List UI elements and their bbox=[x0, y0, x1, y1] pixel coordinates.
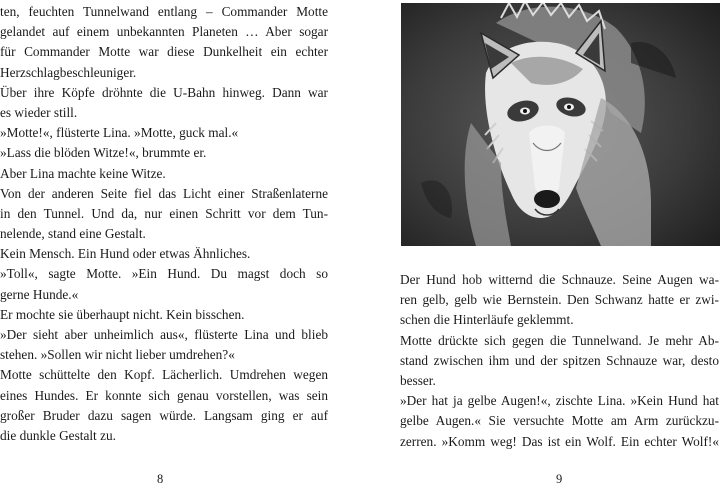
text-line: schen die Hinterläufe geklemmt. bbox=[400, 312, 574, 328]
page-number-right: 9 bbox=[556, 472, 563, 486]
text-line: zerren. »Komm weg! Das ist ein Wolf. Ein echter Wolf!« bbox=[400, 433, 719, 449]
right-page-text bbox=[400, 270, 719, 452]
text-line: in den Tunnel. Und da, nur einen Schritt vor dem Tun- bbox=[0, 205, 328, 221]
text-line: gelbe Augen.« Sie versuchte Motte am Arm zurückzu- bbox=[400, 413, 719, 429]
text-line: gelandet auf einem unbekannten Planeten … Aber sogar bbox=[0, 24, 328, 40]
text-line: Der Hund hob witternd die Schnauze. Seine Augen wa- bbox=[400, 272, 719, 287]
text-line: ten, feuchten Tunnelwand entlang – Commander Motte bbox=[0, 4, 328, 19]
text-line: Herzschlagbeschleuniger. bbox=[0, 64, 137, 80]
text-line: nelende, stand eine Gestalt. bbox=[0, 226, 146, 242]
text-line: besser. bbox=[400, 372, 436, 388]
text-line: »Der hat ja gelbe Augen!«, zischte Lina. »Kein Hund hat bbox=[400, 393, 719, 409]
text-line: »Motte!«, flüsterte Lina. »Motte, guck mal.« bbox=[0, 125, 239, 141]
text-line: Motte drückte sich gegen die Tunnelwand. Je mehr Ab- bbox=[400, 332, 719, 348]
text-line: Von der anderen Seite fiel das Licht einer Straßenlaterne bbox=[0, 185, 328, 201]
page-number-left: 8 bbox=[157, 472, 164, 486]
right-page bbox=[360, 0, 720, 489]
text-line: Er mochte sie überhaupt nicht. Kein bisschen. bbox=[0, 306, 245, 322]
text-line: ren gelb, gelb wie Bernstein. Den Schwanz hatte er zwi- bbox=[400, 292, 719, 308]
text-line: Aber Lina machte keine Witze. bbox=[0, 165, 166, 181]
text-line: stand zwischen ihm und der spitzen Schnauze war, desto bbox=[400, 352, 719, 368]
wolf-illustration-icon bbox=[401, 3, 720, 246]
text-line: für Commander Motte war diese Dunkelheit ein echter bbox=[0, 44, 328, 60]
wolf-illustration-svg bbox=[401, 3, 720, 246]
left-page-text bbox=[0, 2, 328, 446]
text-line: »Der sieht aber unheimlich aus«, flüsterte Lina und blieb bbox=[0, 327, 328, 342]
text-line: Kein Mensch. Ein Hund oder etwas Ähnliches. bbox=[0, 246, 251, 262]
text-line: Über ihre Köpfe dröhnte die U-Bahn hinweg. Dann war bbox=[0, 84, 328, 100]
text-line: Motte schüttelte den Kopf. Lächerlich. Umdrehen wegen bbox=[0, 367, 328, 383]
text-line: eines Hundes. Er konnte sich genau vorstellen, was sein bbox=[0, 387, 328, 403]
text-line: »Toll«, sagte Motte. »Ein Hund. Du magst doch so bbox=[0, 266, 328, 282]
text-line: großer Bruder dazu sagen würde. Langsam ging er auf bbox=[0, 407, 328, 423]
text-line: die dunkle Gestalt zu. bbox=[0, 427, 116, 443]
text-line: es wieder still. bbox=[0, 104, 78, 120]
text-line: stehen. »Sollen wir nicht lieber umdrehen?« bbox=[0, 347, 235, 363]
text-line: »Lass die blöden Witze!«, brummte er. bbox=[0, 145, 207, 161]
text-line: gerne Hunde.« bbox=[0, 286, 79, 302]
